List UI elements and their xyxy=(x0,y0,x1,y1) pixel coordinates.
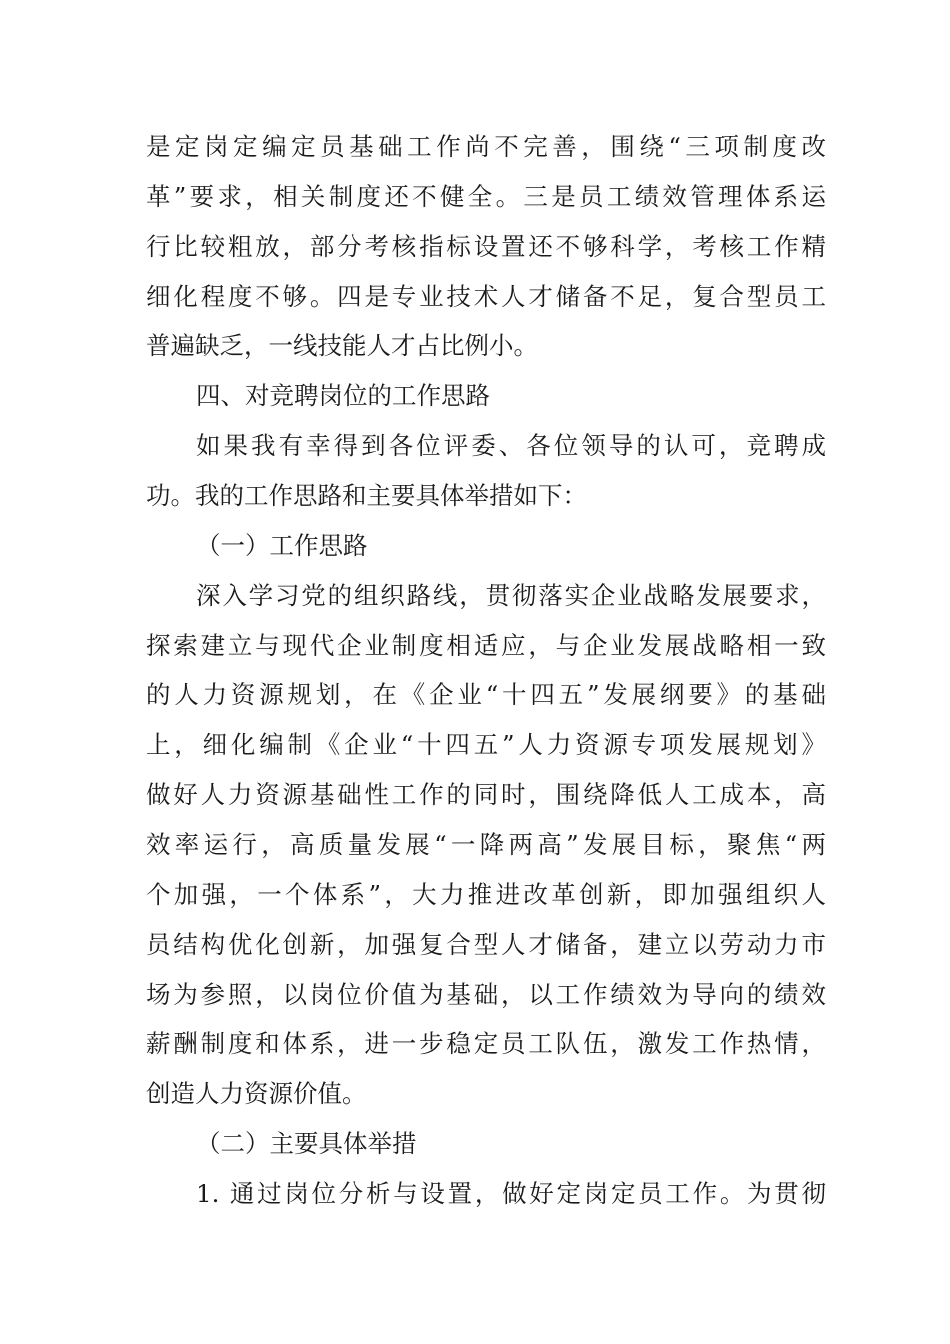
paragraph-line: 员结构优化创新，加强复合型人才储备，建立以劳动力市 xyxy=(146,930,826,959)
subsection-heading: （二）主要具体举措 xyxy=(196,1129,417,1158)
paragraph-line: 场为参照，以岗位价值为基础，以工作绩效为导向的绩效 xyxy=(146,980,826,1009)
paragraph-line: 1. 通过岗位分析与设置，做好定岗定员工作。为贯彻 xyxy=(196,1179,826,1208)
paragraph-line: 细化程度不够。四是专业技术人才储备不足，复合型员工 xyxy=(146,282,826,311)
paragraph-line: 普遍缺乏，一线技能人才占比例小。 xyxy=(146,331,538,360)
paragraph-line: 的人力资源规划，在《企业“十四五”发展纲要》的基础 xyxy=(146,680,826,709)
paragraph-line: 行比较粗放，部分考核指标设置还不够科学，考核工作精 xyxy=(146,232,826,261)
paragraph-line: 个加强，一个体系”，大力推进改革创新，即加强组织人 xyxy=(146,880,826,909)
paragraph-line: 效率运行，高质量发展“一降两高”发展目标，聚焦“两 xyxy=(146,830,826,859)
paragraph-line: 薪酬制度和体系，进一步稳定员工队伍，激发工作热情， xyxy=(146,1029,826,1058)
paragraph-line: 探索建立与现代企业制度相适应，与企业发展战略相一致 xyxy=(146,631,826,660)
paragraph-line: 革”要求，相关制度还不健全。三是员工绩效管理体系运 xyxy=(146,182,826,211)
paragraph-line: 深入学习党的组织路线，贯彻落实企业战略发展要求， xyxy=(196,581,826,610)
paragraph-line: 是定岗定编定员基础工作尚不完善，围绕“三项制度改 xyxy=(146,132,826,161)
paragraph-line: 如果我有幸得到各位评委、各位领导的认可，竞聘成 xyxy=(196,431,826,460)
subsection-heading: （一）工作思路 xyxy=(196,531,368,560)
paragraph-line: 上，细化编制《企业“十四五”人力资源专项发展规划》 xyxy=(146,730,826,759)
paragraph-line: 功。我的工作思路和主要具体举措如下： xyxy=(146,481,587,510)
section-heading: 四、对竞聘岗位的工作思路 xyxy=(196,381,490,410)
paragraph-line: 创造人力资源价值。 xyxy=(146,1079,367,1108)
paragraph-line: 做好人力资源基础性工作的同时，围绕降低人工成本，高 xyxy=(146,780,826,809)
